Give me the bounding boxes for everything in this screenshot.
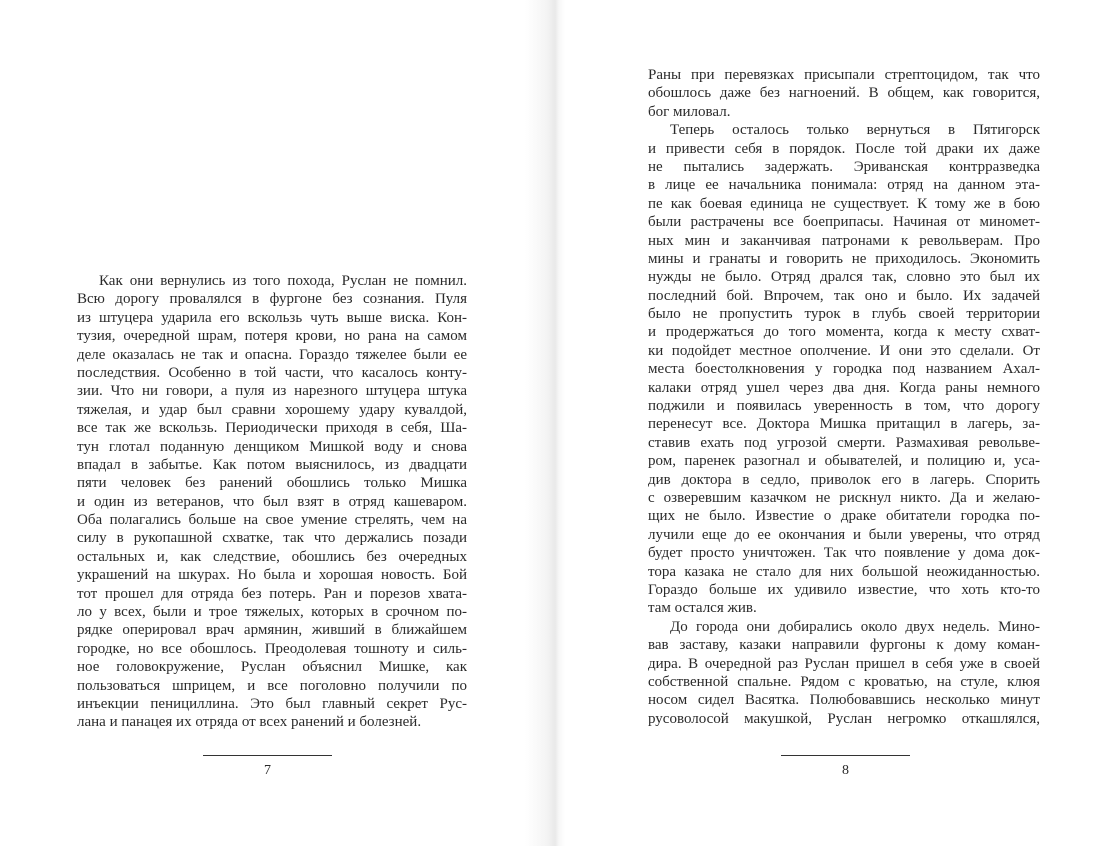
text-line: собственной спальне. Рядом с кроватью, на стуле, клюя <box>648 673 1040 690</box>
text-line: инъекции пенициллина. Это был главный секрет Рус- <box>77 695 467 712</box>
text-line: и продержаться до того момента, когда к месту схват- <box>648 324 1040 341</box>
text-line: пе как боевая единица не существует. К тому же в бою <box>648 195 1040 212</box>
paragraph <box>77 272 467 732</box>
text-line: впадал в забытье. Как потом выяснилось, из двадцати <box>77 456 467 473</box>
paragraph <box>648 618 1040 728</box>
text-line: деле оказалась не так и опасна. Гораздо тяжелее были ее <box>77 346 467 363</box>
text-line: силу в рукопашной схватке, так что держались позади <box>77 530 467 547</box>
text-line: Всю дорогу провалялся в фургоне без сознания. Пуля <box>77 291 467 308</box>
text-line: ло у всех, были и трое тяжелых, которых в срочном по- <box>77 604 467 621</box>
text-line: лана и панацея их отряда от всех ранений и болезней. <box>77 714 422 731</box>
text-line: калаки отряд ушел через два дня. Когда раны немного <box>648 379 1040 396</box>
text-line: вав заставу, казаки направили фургоны к дому коман- <box>648 637 1040 654</box>
left-page-number: 7 <box>264 763 271 778</box>
text-line: места боестолкновения у городка под названием Ахал- <box>648 361 1040 378</box>
text-line: последствия. Особенно в той части, что касалось конту- <box>77 364 467 381</box>
text-line: из штуцера ударила его вскользь чуть выше виска. Кон- <box>77 309 467 326</box>
text-line: тун глотал поданную денщиком Мишкой воду и снова <box>77 438 467 455</box>
paragraph <box>648 66 1040 121</box>
text-line: последний бой. Впрочем, так оно и было. Их задачей <box>648 287 1040 304</box>
left-footer-rule <box>203 755 332 756</box>
text-line: тузия, очередной шрам, потеря крови, но рана на самом <box>77 328 467 345</box>
text-line: Раны при перевязках присыпали стрептоцидом, так что <box>648 67 1040 83</box>
text-line: лучили еще до ее окончания и были уверены, что отряд <box>648 526 1040 543</box>
text-line: городке, но все обошлось. Преодолевая тошноту и силь- <box>77 640 467 657</box>
right-footer-rule <box>781 755 910 756</box>
text-line: ки подойдет местное ополчение. И они это сделали. От <box>648 342 1040 359</box>
text-line: обошлось даже без нагноений. В общем, как говорится, <box>648 85 1040 102</box>
text-line: бог миловал. <box>648 103 731 120</box>
text-line: нужды не было. Отряд дрался так, словно это был их <box>648 269 1040 286</box>
text-line: носом сидел Васятка. Полюбовавшись несколько минут <box>648 692 1040 709</box>
text-line: мины и гранаты и говорить не приходилось. Экономить <box>648 250 1040 267</box>
right-page-body <box>648 66 1040 728</box>
left-page-body <box>77 272 467 732</box>
text-line: и один из ветеранов, что был взят в отряд кашеваром. <box>77 493 467 510</box>
text-line: див доктора в седло, приволок его в лагерь. Спорить <box>648 471 1040 488</box>
text-line: Гораздо больше их удивило известие, что хоть кто-то <box>648 581 1040 598</box>
paragraph <box>648 121 1040 618</box>
text-line: остальных и, как следствие, обошлись без очередных <box>77 548 467 565</box>
text-line: пяти человек без ранений обошлись только Мишка <box>77 475 467 492</box>
text-line: с озверевшим казачком не рискнул никто. Да и желаю- <box>648 489 1040 506</box>
text-line: были растрачены все боеприпасы. Начиная от миномет- <box>648 214 1040 231</box>
text-line: ром, паренек разогнал и обывателей, и полицию и, уса- <box>648 453 1040 470</box>
book-spine-gutter <box>525 0 565 846</box>
text-line: Как они вернулись из того похода, Руслан не помнил. <box>99 273 467 289</box>
text-line: русоволосой макушкой, Руслан негромко откашлялся, <box>648 710 1040 727</box>
text-line: ставив ехать под угрозой смерти. Размахивая револьве- <box>648 434 1040 451</box>
text-line: поджили и появилась уверенность в том, что дорогу <box>648 398 1040 415</box>
text-line: в лице ее начальника понимала: отряд на данном эта- <box>648 177 1040 194</box>
text-line: ное головокружение, Руслан объяснил Мишке, как <box>77 659 467 676</box>
text-line: рядке оперировал врач армянин, живший в ближайшем <box>77 622 467 639</box>
text-line: зии. Что ни говори, а пуля из нарезного штуцера штука <box>77 383 467 400</box>
text-line: Теперь осталось только вернуться в Пятигорск <box>670 122 1040 139</box>
text-line: все так же вскользь. Периодически приходя в себя, Ша- <box>77 420 467 437</box>
text-line: и привести себя в порядок. После той драки их даже <box>648 140 1040 157</box>
text-line: щих не было. Известие о драке обитатели городка по- <box>648 508 1040 525</box>
text-line: тора казака не стало для них большой неожиданностью. <box>648 563 1040 580</box>
text-line: тот прошел для отряда без потерь. Ран и порезов хвата- <box>77 585 467 602</box>
text-line: ных мин и заканчивая патронами к револьверам. Про <box>648 232 1040 249</box>
text-line: будет просто уничтожен. Так что появление у дома док- <box>648 545 1040 562</box>
text-line: пользоваться шприцем, и все поголовно получили по <box>77 677 467 694</box>
text-line: До города они добирались около двух недель. Мино- <box>670 618 1040 635</box>
text-line: было не пропустить турок в глубь своей территории <box>648 306 1040 323</box>
text-line: тяжелая, и удар был сравни хорошему удару кувалдой, <box>77 401 467 418</box>
text-line: не пытались задержать. Эриванская контрразведка <box>648 158 1040 175</box>
text-line: там остался жив. <box>648 600 757 617</box>
right-page-number: 8 <box>842 763 849 778</box>
text-line: украшений на шкурах. Но была и хорошая новость. Бой <box>77 567 467 584</box>
text-line: Оба полагались больше на свое умение стрелять, чем на <box>77 512 467 529</box>
text-line: перенесут все. Доктора Мишка притащил в лагерь, за- <box>648 416 1040 433</box>
text-line: дира. В очередной раз Руслан пришел в себя уже в своей <box>648 655 1040 672</box>
